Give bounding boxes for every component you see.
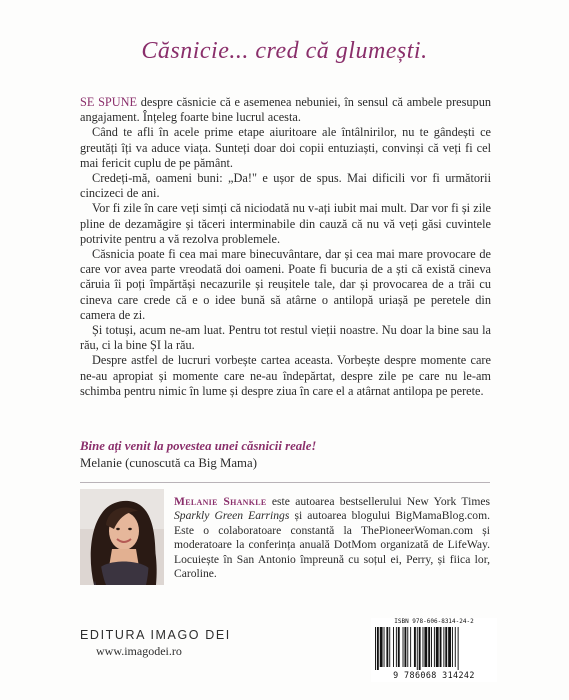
blurb-lead: SE SPUNE — [80, 95, 138, 109]
author-portrait-image — [80, 489, 164, 585]
blurb-paragraph: Credeți-mă, oameni buni: „Da!" e ușor de spus. Mai dificili vor fi următorii cincizeci de ani. — [80, 171, 491, 201]
barcode-bar — [448, 627, 451, 667]
cover-heading: Căsnicie... cred că glumești. — [141, 38, 428, 64]
barcode-bar — [440, 627, 442, 667]
barcode-bar — [434, 627, 435, 667]
publisher-name: EDITURA IMAGO DEI — [80, 628, 231, 642]
blurb-paragraph: Și totuși, acum ne-am luat. Pentru tot restul vieții noastre. Nu doar la bine sau la rău, ci la bine ȘI la rău. — [80, 323, 491, 353]
publisher-block — [80, 628, 280, 659]
barcode-bar — [455, 627, 456, 667]
publisher-url: www.imagodei.ro — [96, 644, 182, 658]
barcode-bar — [398, 627, 400, 667]
barcode-bar — [436, 627, 439, 667]
blurb-paragraph: Căsnicia poate fi cea mai mare binecuvântare, dar și cea mai mare provocare de care vor avea parte vreodată doi oameni. Poate fi bucuria de a ști că există cineva căruia îi poți împărtăși necazurile și reușitele tale, dar și provocarea de a trăi cu cineva care crede că e o idee bună să atârne o antilopă uriașă pe peretele din camera de zi. — [80, 247, 491, 322]
signature-line: Melanie (cunoscută ca Big Mama) — [80, 456, 257, 470]
barcode-bar — [375, 627, 376, 670]
bio-book-title: Sparkly Green Earrings — [174, 509, 290, 523]
blurb-intro — [80, 95, 491, 125]
blurb-intro-rest: despre căsnicie că e asemenea nebuniei, în sensul că ambele presupun angajament. Înțeleg foarte bine lucrul acesta. — [80, 95, 492, 125]
author-name: Melanie Shankle — [174, 495, 267, 508]
welcome-line: Bine ați venit la povestea unei căsnicii reale! — [80, 439, 317, 453]
barcode-bar — [403, 627, 404, 667]
barcode-bar — [419, 627, 421, 670]
barcode-bar — [380, 627, 383, 667]
isbn-label: ISBN 978-606-8314-24-2 — [394, 618, 474, 625]
bio-text-2: și autoarea blogului BigMamaBlog.com. Este o colaboratoare constantă la ThePioneerWoman.com și moderatoare la conferința anuală DotMom organizată de LifeWay. Locuiește în San Antonio împreună cu soțul ei, Perry, și fiica lor, Caroline. — [174, 509, 490, 581]
author-photo — [80, 489, 164, 585]
blurb — [80, 95, 491, 399]
barcode-bar — [377, 627, 379, 670]
section-divider — [80, 482, 490, 483]
barcode-bar — [452, 627, 453, 667]
barcode-icon — [371, 626, 497, 670]
barcode-bar — [384, 627, 385, 667]
barcode-bar — [386, 627, 388, 667]
barcode-bar — [404, 627, 406, 667]
barcode-bar — [393, 627, 394, 667]
isbn-barcode — [371, 618, 497, 682]
barcode-bar — [389, 627, 390, 667]
barcode-bar — [445, 627, 447, 667]
blurb-paragraph: Când te afli în acele prime etape aiuritoare ale întâlnirilor, nu te gândești ce greutăți îți va aduce viața. Sunteți doar doi copii entuziaști, convinși că veți fi cel mai fericit cuplu de pe pământ. — [80, 125, 491, 170]
barcode-bar — [443, 627, 444, 667]
barcode-bar — [414, 627, 416, 667]
blurb-paragraph: Despre astfel de lucruri vorbește cartea aceasta. Vorbește despre momente care ne-au apropiat și momente care ne-au îndepărtat, despre zile pe care nu le-am schimba pentru nimic în lume și despre ziua în care el a atârnat antilopa pe perete. — [80, 353, 491, 398]
barcode-bar — [410, 627, 411, 667]
author-bio — [174, 495, 490, 581]
barcode-bar — [431, 627, 432, 667]
barcode-digits: 9 786068 314242 — [393, 670, 475, 680]
barcode-bar — [396, 627, 397, 667]
blurb-paragraph: Vor fi zile în care veți simți că niciodată nu v-ați iubit mai mult. Dar vor fi și zile pline de dezamăgire și tăceri interminabile din cauză că nu vă veți găsi cuvintele potrivite pentru a vă rezolva problemele. — [80, 201, 491, 246]
barcode-bar — [423, 627, 424, 667]
barcode-bar — [428, 627, 430, 667]
bio-text-1: este autoarea bestsellerului New York Times — [266, 495, 491, 508]
barcode-bar — [417, 627, 418, 670]
signoff — [80, 438, 491, 472]
barcode-bar — [407, 627, 408, 667]
barcode-bar — [458, 627, 459, 670]
barcode-bar — [424, 627, 427, 667]
